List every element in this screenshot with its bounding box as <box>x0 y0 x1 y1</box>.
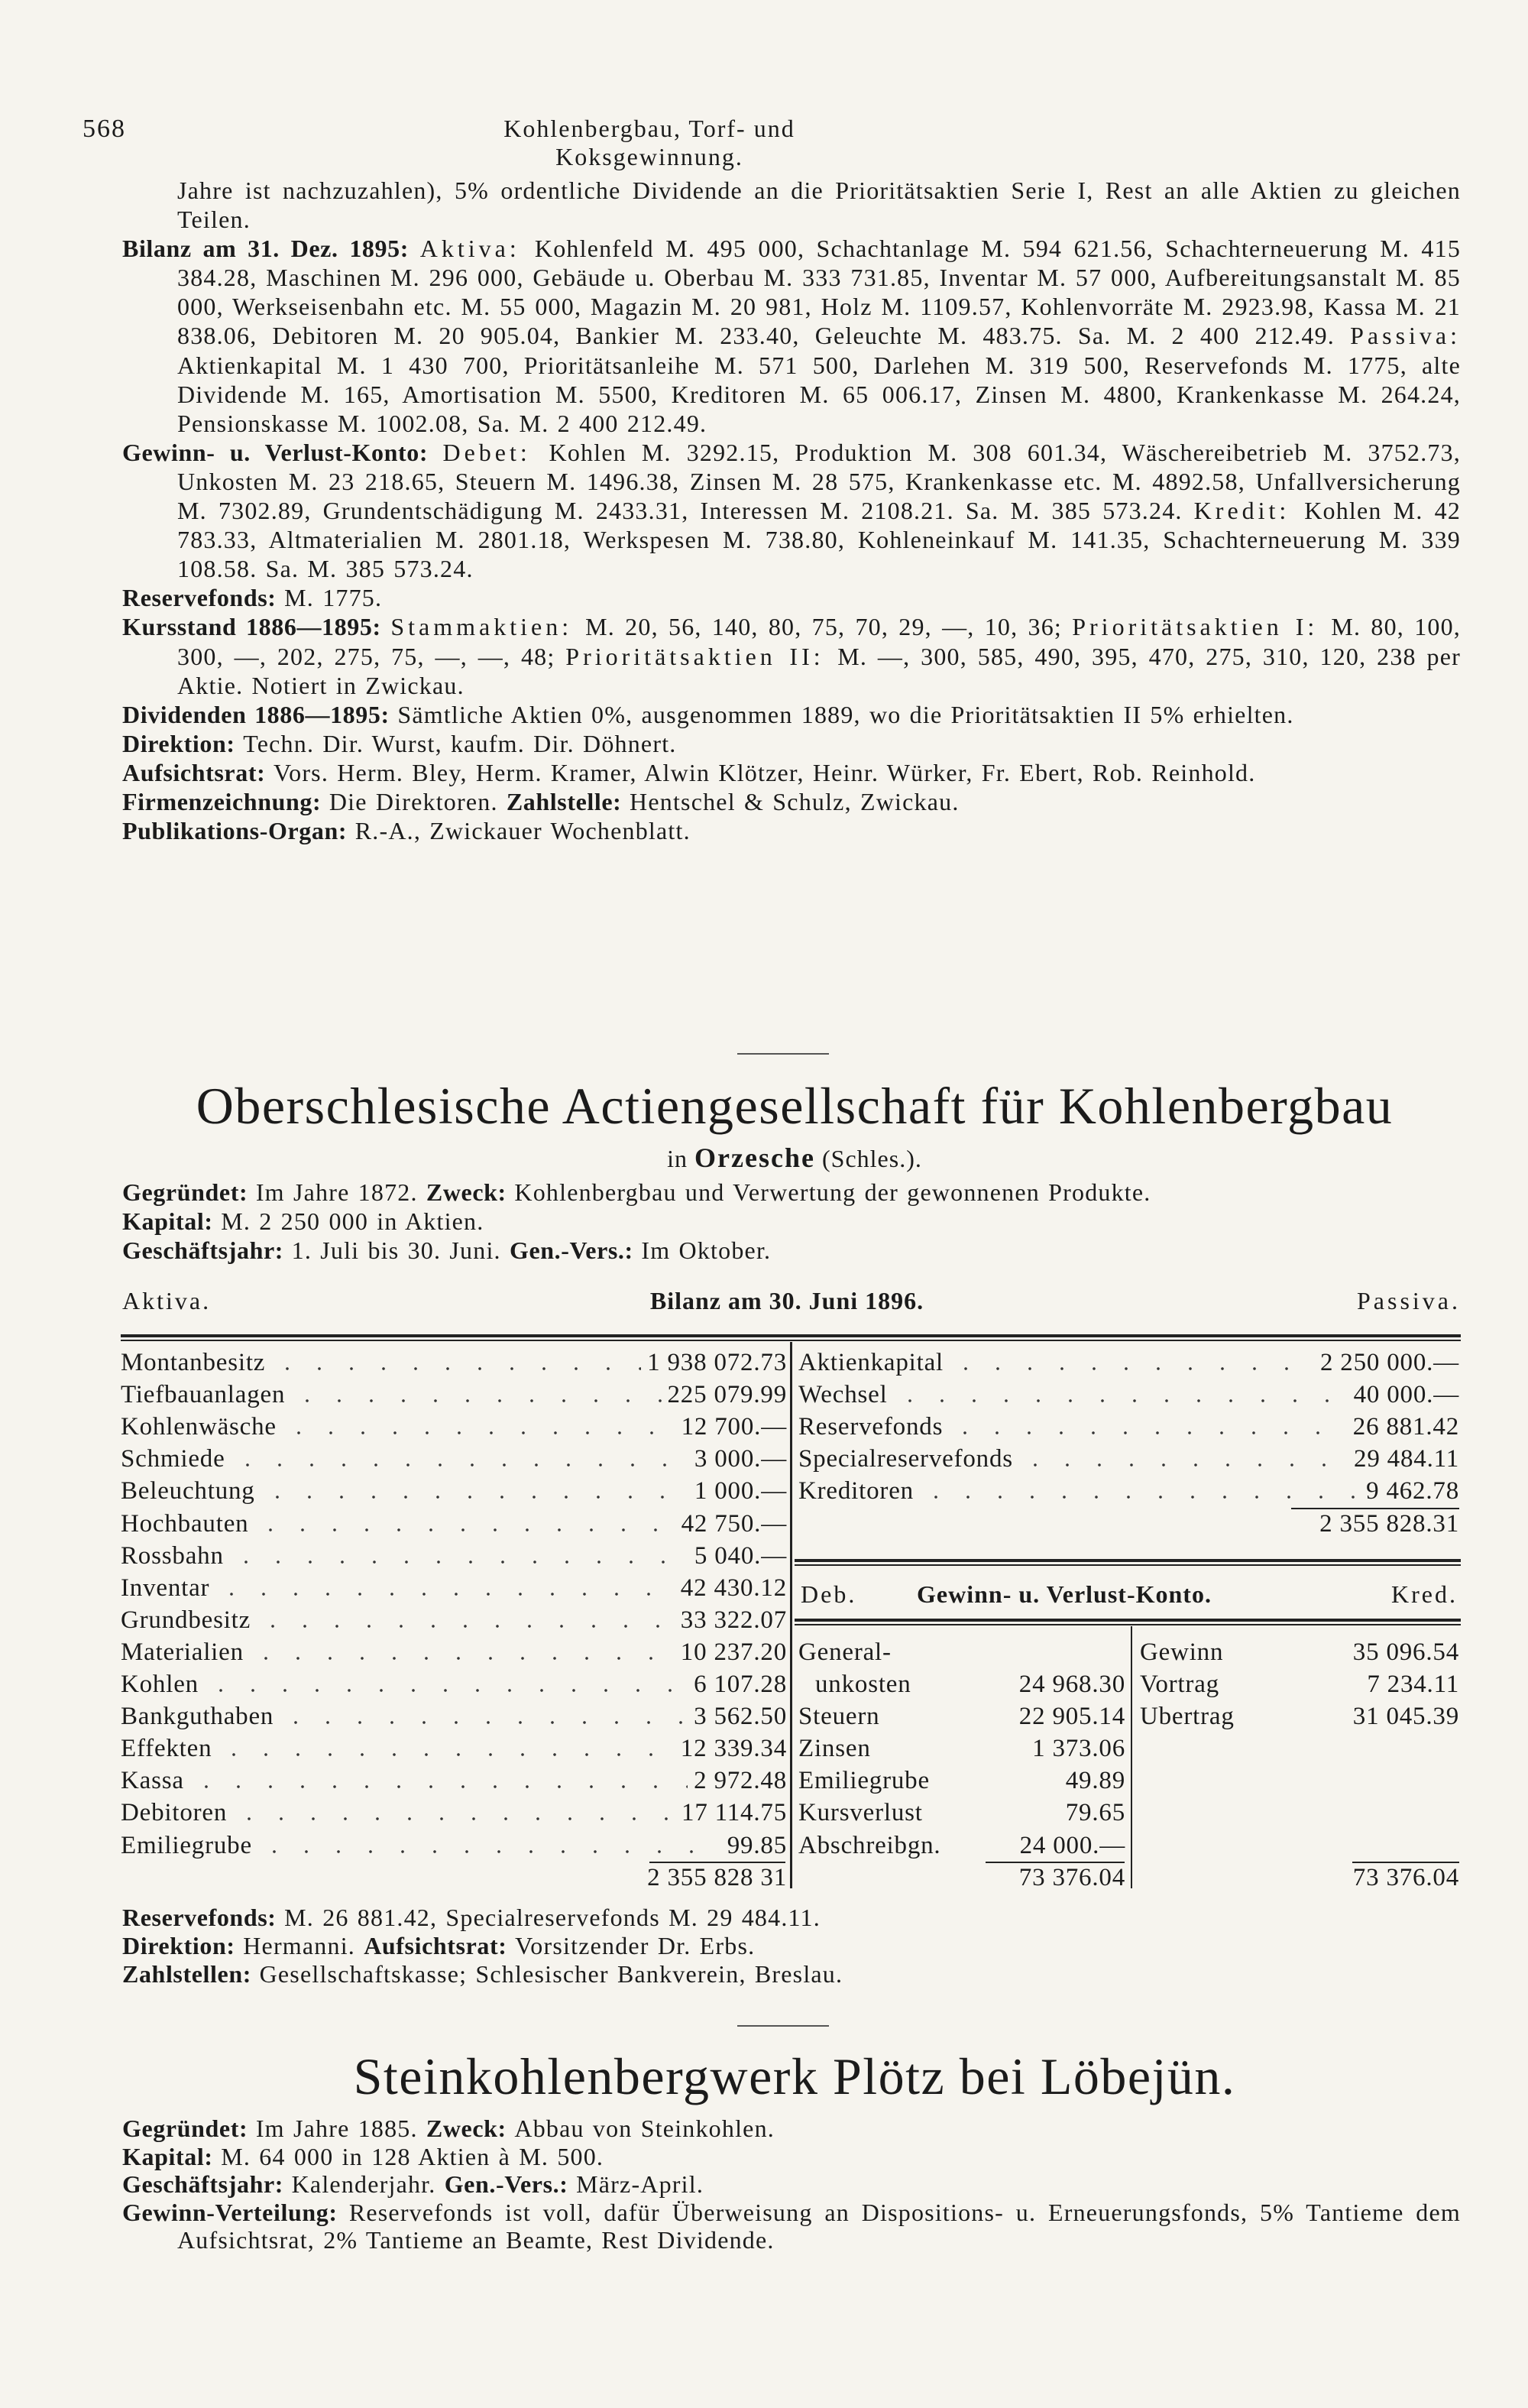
spacer <box>1219 1668 1367 1700</box>
field-label: Aufsichtsrat: <box>364 1931 516 1959</box>
field-label: Firmenzeichnung: <box>122 787 329 815</box>
paragraph <box>122 700 1461 729</box>
row-label: Wechsel <box>798 1381 888 1409</box>
field-text: M. 2 250 000 in Aktien. <box>221 1207 484 1235</box>
field-text: R.-A., Zwickauer Wochenblatt. <box>354 817 691 845</box>
row-value: 10 237.20 <box>680 1638 787 1666</box>
row-label: Bankguthaben <box>121 1703 274 1731</box>
table-rule <box>795 1624 1461 1625</box>
aktiva-total <box>121 1862 787 1894</box>
field-text: M. 64 000 in 128 Aktien à M. 500. <box>221 2142 604 2170</box>
field-text: Die Direktoren. <box>329 787 507 815</box>
field-label: Gegründet: <box>122 1178 256 1206</box>
row-label: Zinsen <box>798 1735 871 1763</box>
row-label: Inventar <box>121 1573 210 1602</box>
row-label: Emiliegrube <box>798 1767 930 1795</box>
guv-debit-total <box>798 1862 1125 1894</box>
table-row <box>798 1411 1459 1443</box>
row-label: Kursverlust <box>798 1799 923 1827</box>
dot-leader <box>250 1636 675 1668</box>
spacer <box>892 1636 1125 1668</box>
spacer <box>911 1668 1019 1700</box>
table-rule <box>795 1619 1461 1622</box>
paragraph <box>122 438 1461 583</box>
row-value: 17 114.75 <box>681 1799 787 1827</box>
table-row <box>798 1668 1125 1700</box>
total-value: 2 355 828.31 <box>1319 1509 1459 1538</box>
field-label: Kursstand 1886—1895: <box>122 613 391 641</box>
paragraph <box>122 2143 1461 2171</box>
field-label: Bilanz am 31. Dez. 1895: <box>122 235 420 263</box>
row-label: Aktienkapital <box>798 1349 944 1376</box>
row-label: Effekten <box>121 1735 212 1763</box>
spaced-label: Debet: <box>442 438 549 466</box>
page-number: 568 <box>83 115 126 143</box>
spacer <box>879 1700 1018 1732</box>
location-place: Orzesche <box>694 1142 815 1173</box>
dot-leader <box>291 1379 661 1411</box>
field-text: Kalenderjahr. <box>291 2170 445 2198</box>
row-value: 31 045.39 <box>1352 1703 1459 1731</box>
row-value: 3 562.50 <box>694 1703 787 1731</box>
table-row <box>1140 1636 1459 1668</box>
spaced-label: Aktiva: <box>419 235 535 263</box>
row-value: 1 938 072.73 <box>647 1349 787 1376</box>
field-text: Sämtliche Aktien 0%, ausgenommen 1889, wo die Prioritätsaktien II 5% erhielten. <box>397 700 1294 728</box>
row-value: 225 079.99 <box>667 1381 787 1409</box>
field-label: Dividenden 1886—1895: <box>122 700 398 728</box>
row-value: 29 484.11 <box>1354 1445 1459 1473</box>
aktiva-heading: Aktiva. <box>122 1287 212 1314</box>
field-label: Direktion: <box>122 729 244 757</box>
paragraph <box>122 176 1461 234</box>
row-label: Grundbesitz <box>121 1606 251 1634</box>
paragraph <box>122 2170 1461 2199</box>
company-info <box>122 1178 1461 1265</box>
field-text: Jahre ist nachzuzahlen), 5% ordentliche Dividende an die Prioritätsaktien Serie I, Rest an alle Aktien zu gleichen Teilen. <box>177 177 1461 234</box>
row-label: Beleuchtung <box>121 1477 255 1505</box>
row-label: Reservefonds <box>798 1413 944 1441</box>
row-label: Materialien <box>121 1638 244 1666</box>
table-row <box>798 1765 1125 1797</box>
location-prefix: in <box>667 1145 688 1172</box>
location-suffix: (Schles.). <box>821 1145 922 1172</box>
column-divider <box>790 1342 792 1888</box>
table-rule <box>795 1564 1461 1566</box>
table-row <box>798 1732 1125 1765</box>
table-row <box>121 1732 787 1765</box>
guv-column-divider <box>1131 1626 1132 1888</box>
field-text: M. 20, 56, 140, 80, 75, 70, 29, —, 10, 36; <box>585 613 1073 641</box>
row-label: Kreditoren <box>798 1477 914 1505</box>
dot-leader <box>190 1765 688 1797</box>
dot-leader <box>920 1475 1360 1507</box>
guv-credit-heading: Kred. <box>1391 1580 1458 1608</box>
field-text: Hermanni. <box>243 1931 364 1959</box>
field-label: Geschäftsjahr: <box>122 2170 292 2198</box>
dot-leader <box>261 1475 688 1507</box>
table-row <box>121 1475 787 1507</box>
row-value: 35 096.54 <box>1352 1638 1459 1666</box>
table-row <box>1140 1668 1459 1700</box>
field-text: Kohlenbergbau und Verwertung der gewonnenen Produkte. <box>514 1178 1151 1206</box>
paragraph <box>122 2199 1461 2254</box>
paragraph <box>122 787 1461 816</box>
field-label: Zahlstelle: <box>506 787 630 815</box>
paragraph <box>122 1236 1461 1265</box>
spaced-label: Passiva: <box>1350 322 1461 350</box>
table-row <box>121 1411 787 1443</box>
row-value: 12 339.34 <box>680 1735 787 1763</box>
field-text: Im Oktober. <box>641 1236 772 1264</box>
field-text: März-April. <box>576 2170 704 2198</box>
row-label: Abschreibgn. <box>798 1831 941 1859</box>
dot-leader <box>283 1411 675 1443</box>
table-row <box>121 1765 787 1797</box>
table-row <box>121 1379 787 1411</box>
field-label: Reservefonds: <box>122 584 285 612</box>
field-label: Kapital: <box>122 2142 222 2170</box>
row-value: 3 000.— <box>694 1445 787 1473</box>
dot-leader <box>894 1379 1348 1411</box>
row-label: General- <box>798 1638 892 1666</box>
row-label: Specialreservefonds <box>798 1445 1013 1473</box>
field-text: M. 26 881.42, Specialreservefonds M. 29 484.11. <box>284 1904 821 1931</box>
field-text: Reservefonds ist voll, dafür Überweisung an Dispositions- u. Erneuerungsfonds, 5% Tantieme dem Aufsichtsrat, 2% Tantieme an Beamte, Rest Dividende. <box>177 2198 1461 2254</box>
row-label: Tiefbauanlagen <box>121 1381 286 1409</box>
table-row <box>798 1379 1459 1411</box>
spaced-label: Kredit: <box>1193 497 1305 525</box>
spaced-label: Prioritätsaktien I: <box>1072 613 1332 641</box>
field-label: Publikations-Organ: <box>122 817 355 845</box>
company-management <box>122 1904 1461 1988</box>
running-title: Kohlenbergbau, Torf- und Koksgewinnung. <box>503 115 795 170</box>
dot-leader <box>949 1411 1347 1443</box>
row-label: Hochbauten <box>121 1509 249 1538</box>
row-label: Kohlenwäsche <box>121 1413 277 1441</box>
paragraph <box>122 612 1461 699</box>
company-title: Oberschlesische Actiengesellschaft für Kohlenbergbau <box>196 1077 1394 1135</box>
field-label: Zweck: <box>426 1178 515 1206</box>
spacer <box>940 1829 1019 1862</box>
table-row <box>798 1347 1459 1379</box>
table-row <box>798 1443 1459 1475</box>
paragraph <box>122 2115 1461 2143</box>
field-text: Vorsitzender Dr. Erbs. <box>515 1931 756 1959</box>
row-label: Debitoren <box>121 1799 228 1827</box>
table-row <box>121 1797 787 1829</box>
table-row <box>121 1700 787 1732</box>
field-label: Zahlstellen: <box>122 1959 260 1988</box>
table-row <box>798 1829 1125 1862</box>
dot-leader <box>1019 1443 1348 1475</box>
spacer <box>1235 1700 1353 1732</box>
row-label: Vortrag <box>1140 1671 1219 1698</box>
row-value: 33 322.07 <box>680 1606 787 1634</box>
table-row <box>798 1700 1125 1732</box>
field-text: M. 1775. <box>284 584 383 612</box>
paragraph <box>122 1207 1461 1236</box>
dot-leader <box>218 1732 674 1765</box>
passiva-heading: Passiva. <box>1357 1287 1461 1314</box>
dot-leader <box>257 1604 675 1636</box>
spaced-label: Prioritätsaktien II: <box>565 642 838 670</box>
row-value: 99.85 <box>727 1831 787 1859</box>
row-label: Kohlen <box>121 1671 199 1698</box>
row-label: Schmiede <box>121 1445 225 1473</box>
row-value: 1 000.— <box>694 1477 787 1505</box>
row-label: Montanbesitz <box>121 1349 266 1376</box>
row-value: 2 972.48 <box>694 1767 787 1795</box>
table-rule <box>121 1334 1461 1337</box>
row-value: 26 881.42 <box>1352 1413 1459 1441</box>
field-text: Kohlenfeld M. 495 000, Schachtanlage M. 594 621.56, Schachterneuerung M. 415 384.28, Maschinen M. 296 000, Gebäude u. Oberbau M. 333 731.85, Inventar M. 57 000, Aufbereitungsanstalt M. 85 000, Werkseisenbahn etc. M. 55 000, Magazin M. 20 981, Holz M. 1109.57, Kohlenvorräte M. 2923.98, Kassa M. 21 838.06, Debitoren M. 20 905.04, Bankier M. 233.40, Geleuchte M. 483.75. Sa. M. 2 400 212.49. <box>177 235 1462 350</box>
paragraph <box>122 729 1461 758</box>
field-label: Kapital: <box>122 1207 222 1235</box>
row-label: Emiliegrube <box>121 1831 252 1859</box>
paragraph <box>122 1960 1461 1988</box>
field-label: Reservefonds: <box>122 1904 285 1931</box>
dot-leader <box>271 1347 641 1379</box>
dot-leader <box>233 1797 675 1829</box>
field-label: Gen.-Vers.: <box>444 2170 577 2198</box>
row-label: Gewinn <box>1140 1638 1224 1666</box>
row-value: 22 905.14 <box>1018 1703 1125 1731</box>
row-value: 49.89 <box>1065 1767 1125 1795</box>
paragraph <box>122 1904 1461 1932</box>
row-label: Kassa <box>121 1767 184 1795</box>
total-value: 73 376.04 <box>1018 1863 1125 1891</box>
spaced-label: Stammaktien: <box>390 613 586 641</box>
guv-debit-heading: Deb. <box>801 1580 857 1608</box>
paragraph <box>122 1178 1461 1207</box>
spacer <box>930 1765 1066 1797</box>
row-label: Rossbahn <box>121 1541 224 1570</box>
table-row <box>121 1347 787 1379</box>
dot-leader <box>215 1572 674 1604</box>
table-row <box>121 1668 787 1700</box>
dot-leader <box>254 1508 675 1540</box>
dot-leader <box>950 1347 1314 1379</box>
row-value: 2 250 000.— <box>1319 1349 1459 1376</box>
spacer <box>871 1732 1032 1765</box>
dot-leader <box>258 1829 721 1862</box>
row-value: 42 750.— <box>681 1509 787 1538</box>
field-label: Gegründet: <box>122 2115 256 2142</box>
field-text: Gesellschaftskasse; Schlesischer Bankverein, Breslau. <box>259 1959 843 1988</box>
field-text: Vors. Herm. Bley, Herm. Kramer, Alwin Klötzer, Heinr. Würker, Fr. Ebert, Rob. Reinhold. <box>273 758 1256 786</box>
guv-title: Gewinn- u. Verlust-Konto. <box>917 1580 1212 1608</box>
field-text: Im Jahre 1872. <box>255 1178 426 1206</box>
field-label: Gen.-Vers.: <box>509 1236 642 1264</box>
field-text: Im Jahre 1885. <box>255 2115 426 2142</box>
total-value: 73 376.04 <box>1352 1863 1459 1891</box>
spacer <box>923 1797 1066 1829</box>
field-text: Aktienkapital M. 1 430 700, Prioritätsanleihe M. 571 500, Darlehen M. 319 500, Reservefonds M. 1775, alte Dividende M. 165, Amortisation M. 5500, Kreditoren M. 65 006.17, Zinsen M. 4800, Krankenkasse M. 264.24, Pensionskasse M. 1002.08, Sa. M. 2 400 212.49. <box>177 351 1461 437</box>
row-value: 5 040.— <box>694 1541 787 1570</box>
table-row <box>798 1475 1459 1507</box>
field-text: Kohlen M. 3292.15, Produktion M. 308 601.34, Wäschereibetrieb M. 3752.73, Unkosten M. 23 218.65, Steuern M. 1496.38, Zinsen M. 28 575, Krankenkasse etc. M. 4892.58, Unfallversicherung M. 7302.89, Grundentschädigung M. 2433.31, Interessen M. 2108.21. Sa. M. 385 573.24. <box>177 438 1462 525</box>
row-value: 9 462.78 <box>1366 1477 1459 1505</box>
row-label: Steuern <box>798 1703 880 1731</box>
section-divider <box>737 2025 829 2027</box>
row-value: 40 000.— <box>1353 1381 1459 1409</box>
dot-leader <box>230 1540 688 1572</box>
table-rule <box>795 1559 1461 1562</box>
field-text: M. —, 300, 585, 490, 395, 470, 275, 310, 120, 238 per Aktie. Notiert in Zwickau. <box>177 642 1462 699</box>
row-label: unkosten <box>815 1671 911 1698</box>
field-text: M. 80, 100, 300, —, 202, 275, 75, —, —, 48; <box>177 613 1461 670</box>
dot-leader <box>280 1700 688 1732</box>
paragraph <box>122 234 1461 438</box>
field-label: Gewinn-Verteilung: <box>122 2198 349 2226</box>
company-location <box>122 1142 1467 1174</box>
row-value: 12 700.— <box>681 1413 787 1441</box>
table-row <box>121 1443 787 1475</box>
table-row <box>121 1572 787 1604</box>
row-value: 42 430.12 <box>680 1573 787 1602</box>
row-value: 24 000.— <box>1019 1831 1125 1859</box>
paragraph <box>122 758 1461 787</box>
field-text: Hentschel & Schulz, Zwickau. <box>630 787 960 815</box>
row-value: 6 107.28 <box>694 1671 787 1698</box>
field-label: Aufsichtsrat: <box>122 758 274 786</box>
row-value: 24 968.30 <box>1018 1671 1125 1698</box>
field-label: Gewinn- u. Verlust-Konto: <box>122 438 443 466</box>
table-row <box>121 1636 787 1668</box>
table-row <box>798 1636 1125 1668</box>
field-text: Abbau von Steinkohlen. <box>514 2115 775 2142</box>
table-row <box>798 1797 1125 1829</box>
guv-credit-total <box>1140 1862 1459 1894</box>
field-text: 1. Juli bis 30. Juni. <box>291 1236 510 1264</box>
table-row <box>121 1604 787 1636</box>
row-value: 7 234.11 <box>1367 1671 1459 1698</box>
dot-leader <box>231 1443 688 1475</box>
balance-title: Bilanz am 30. Juni 1896. <box>649 1287 924 1314</box>
row-value: 79.65 <box>1065 1799 1125 1827</box>
field-label: Geschäftsjahr: <box>122 1236 292 1264</box>
paragraph <box>122 816 1461 845</box>
dot-leader <box>205 1668 688 1700</box>
field-label: Direktion: <box>122 1931 244 1959</box>
table-row <box>121 1540 787 1572</box>
row-label: Ubertrag <box>1140 1703 1235 1731</box>
table-rule <box>121 1340 1461 1341</box>
field-text: Techn. Dir. Wurst, kaufm. Dir. Döhnert. <box>243 729 677 757</box>
section-1-text <box>122 176 1461 845</box>
paragraph <box>122 583 1461 612</box>
table-row <box>121 1508 787 1540</box>
passiva-total <box>798 1508 1459 1540</box>
table-row <box>121 1829 787 1862</box>
field-text: Kohlen M. 42 783.33, Altmaterialien M. 2801.18, Werkspesen M. 738.80, Kohleneinkauf M. 141.35, Schachterneuerung M. 339 108.58. Sa. M. 385 573.24. <box>177 497 1462 583</box>
row-value: 1 373.06 <box>1032 1735 1125 1763</box>
section-divider <box>737 1053 829 1055</box>
total-value: 2 355 828 31 <box>647 1863 787 1891</box>
company-info <box>122 2115 1461 2254</box>
paragraph <box>122 1932 1461 1960</box>
field-label: Zweck: <box>426 2115 515 2142</box>
company-title: Steinkohlenbergwerk Plötz bei Löbejün. <box>353 2047 1236 2105</box>
table-row <box>1140 1700 1459 1732</box>
spacer <box>1223 1636 1353 1668</box>
